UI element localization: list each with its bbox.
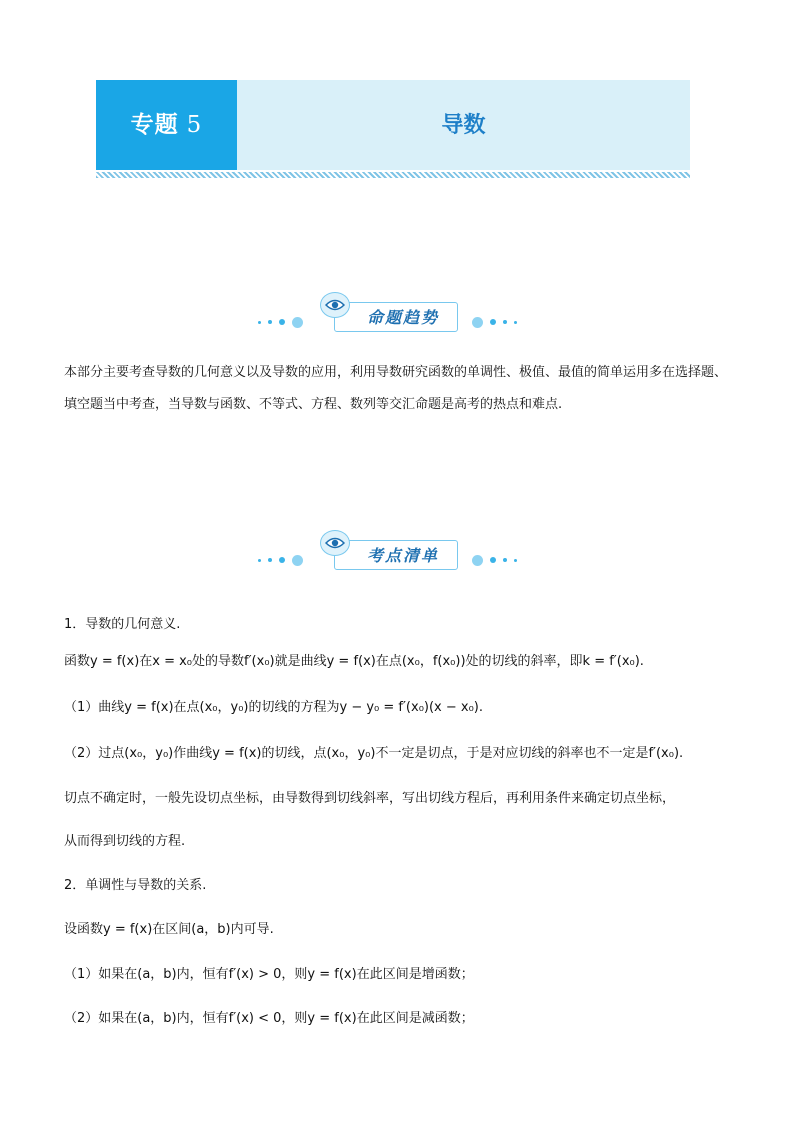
trend-paragraph: 本部分主要考查导数的几何意义以及导数的应用，利用导数研究函数的单调性、极值、最值的简单运用多在选择题、填空题当中考查，当导数与函数、不等式、方程、数列等交汇命题是高考的热点和难点. <box>64 365 728 412</box>
decor-dots-right <box>472 554 517 566</box>
section-title-points: 考点清单 <box>334 540 458 570</box>
section-title-trend: 命题趋势 <box>334 302 458 332</box>
topic-badge <box>96 80 237 170</box>
point-line: 从而得到切线的方程. <box>64 834 186 849</box>
eye-icon <box>320 530 350 556</box>
point-heading-2: 2．单调性与导数的关系. <box>64 878 207 893</box>
topic-title: 导数 <box>441 112 486 138</box>
point-heading-1: 1．导数的几何意义. <box>64 617 181 632</box>
point-line: （2）过点(x₀，y₀)作曲线y = f(x)的切线，点(x₀，y₀)不一定是切点，于是对应切线的斜率也不一定是f′(x₀). <box>64 746 684 761</box>
point-line: 切点不确定时，一般先设切点坐标，由导数得到切线斜率，写出切线方程后，再利用条件来确定切点坐标， <box>64 791 676 806</box>
point-line: （1）曲线y = f(x)在点(x₀，y₀)的切线的方程为y − y₀ = f′(x₀)(x − x₀). <box>64 700 484 715</box>
eye-icon <box>320 292 350 318</box>
topic-number: 5 <box>186 112 203 138</box>
topic-label: 专题 <box>130 111 179 138</box>
point-line: （2）如果在(a，b)内，恒有f′(x) < 0，则y = f(x)在此区间是减函数； <box>64 1011 474 1026</box>
topic-banner <box>96 80 690 170</box>
point-line: 设函数y = f(x)在区间(a，b)内可导. <box>64 922 274 937</box>
decor-dots-left <box>258 316 303 328</box>
point-line: （1）如果在(a，b)内，恒有f′(x) > 0，则y = f(x)在此区间是增函数； <box>64 967 474 982</box>
section-header-trend <box>250 292 544 342</box>
section-header-points <box>250 530 544 580</box>
banner-stripe <box>96 172 690 178</box>
point-line: 函数y = f(x)在x = x₀处的导数f′(x₀)就是曲线y = f(x)在点(x₀，f(x₀))处的切线的斜率，即k = f′(x₀). <box>64 654 644 669</box>
decor-dots-right <box>472 316 517 328</box>
decor-dots-left <box>258 554 303 566</box>
